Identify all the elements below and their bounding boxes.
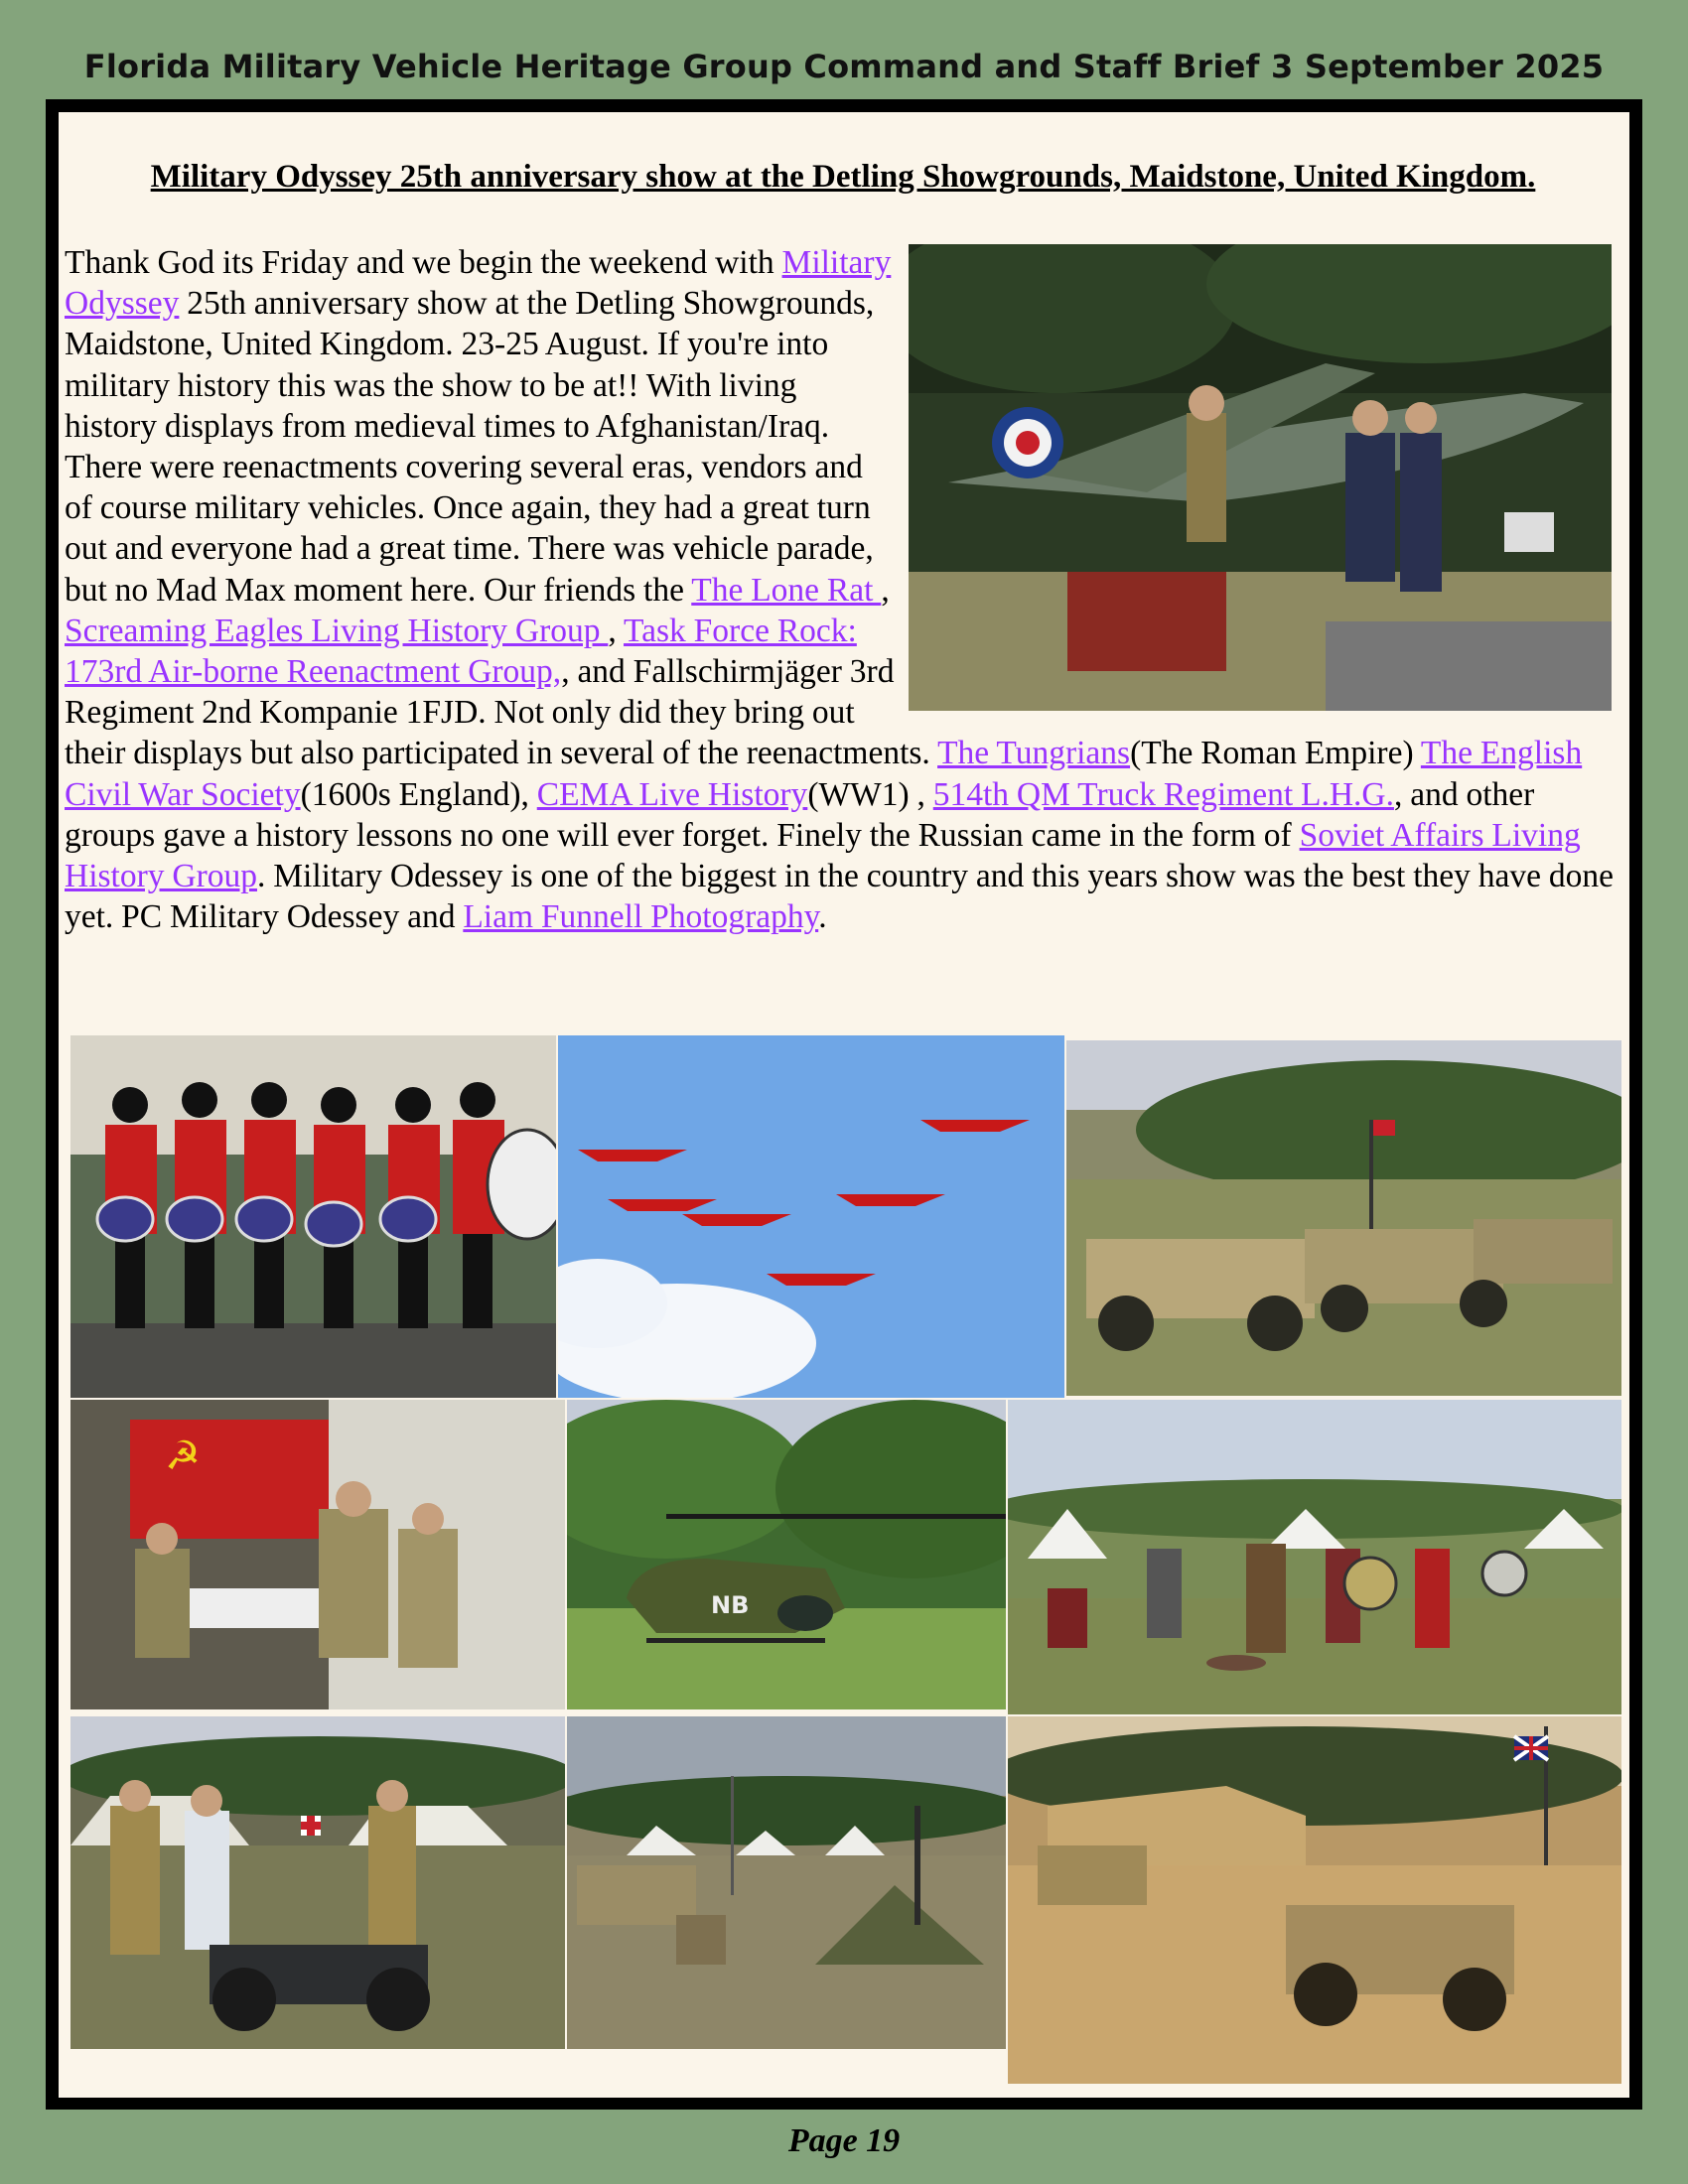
text-p1: Thank God its Friday and we begin the weekend with — [65, 244, 782, 281]
article-body — [65, 242, 1625, 937]
text-p4: , — [608, 612, 625, 649]
link-cema-live-history[interactable]: CEMA Live History — [536, 775, 808, 813]
desert-jeep-camp-photo — [1008, 1716, 1621, 2084]
link-english-civil-war-society[interactable]: The English Civil War Society — [65, 735, 1583, 813]
text-p6: (The Roman Empire) — [1130, 735, 1421, 772]
text-p7: (1600s England), — [300, 775, 537, 813]
link-lone-rat[interactable]: The Lone Rat — [691, 571, 882, 609]
field-camp-photo — [567, 1716, 1006, 2049]
link-task-force-rock[interactable]: Task Force Rock: 173rd Air-borne Reenactment Group, — [65, 612, 857, 691]
svg-text:NB: NB — [711, 1591, 750, 1619]
link-liam-funnell-photography[interactable]: Liam Funnell Photography — [463, 898, 819, 936]
text-p10: . Military Odessey is one of the biggest in the country and this years show was the best they have done yet. PC Military Odessey and — [65, 858, 1614, 936]
text-p5: , and Fallschirmjäger 3rd Regiment 2nd Kompanie 1FJD. Not only did they bring out their displays but also participated in several of the reenactments. — [65, 653, 938, 772]
link-soviet-affairs[interactable]: Soviet Affairs Living History Group — [65, 816, 1581, 895]
page-number: Page 19 — [787, 2122, 901, 2159]
link-tungrians[interactable]: The Tungrians — [937, 735, 1131, 772]
desert-jeeps-photo — [1066, 1040, 1621, 1396]
text-p3: , — [881, 571, 890, 609]
text-p2: 25th anniversary show at the Detling Showgrounds, Maidstone, United Kingdom. 23-25 August. If you're into military history this was the show to be at!! With living history displays from medieval times to Afghanistan/Iraq. There were reenactments covering several eras, vendors and of course military vehicles. Once again, they had a great turn out and everyone had a great time. There was vehicle parade, but no Mad Max moment here. Our friends the — [65, 285, 875, 609]
text-p8: (WW1) , — [807, 775, 933, 813]
article-title: Military Odyssey 25th anniversary show at the Detling Showgrounds, Maidstone, United Kingdom. — [150, 159, 1536, 195]
text-p11: . — [818, 898, 827, 936]
soviet-affairs-photo — [70, 1400, 565, 1709]
content-panel — [55, 108, 1633, 2102]
motorcycle-camp-photo — [70, 1716, 565, 2049]
spitfire-display-photo — [909, 244, 1612, 711]
medieval-reenactment-photo — [1008, 1400, 1621, 1714]
newsletter-header: Florida Military Vehicle Heritage Group Command and Staff Brief 3 September 2025 — [83, 48, 1605, 85]
link-screaming-eagles[interactable]: Screaming Eagles Living History Group — [65, 612, 609, 649]
link-514th-qm-truck-regiment[interactable]: 514th QM Truck Regiment L.H.G. — [932, 775, 1394, 813]
link-military-odyssey[interactable]: Military Odyssey — [65, 244, 892, 323]
huey-helicopter-photo — [567, 1400, 1006, 1709]
text-p9: , and other groups gave a history lessons no one will ever forget. Finely the Russian came in the form of — [65, 775, 1535, 854]
svg-text:☭: ☭ — [165, 1433, 201, 1479]
red-arrows-photo — [558, 1035, 1064, 1398]
drum-corps-photo — [70, 1035, 556, 1398]
